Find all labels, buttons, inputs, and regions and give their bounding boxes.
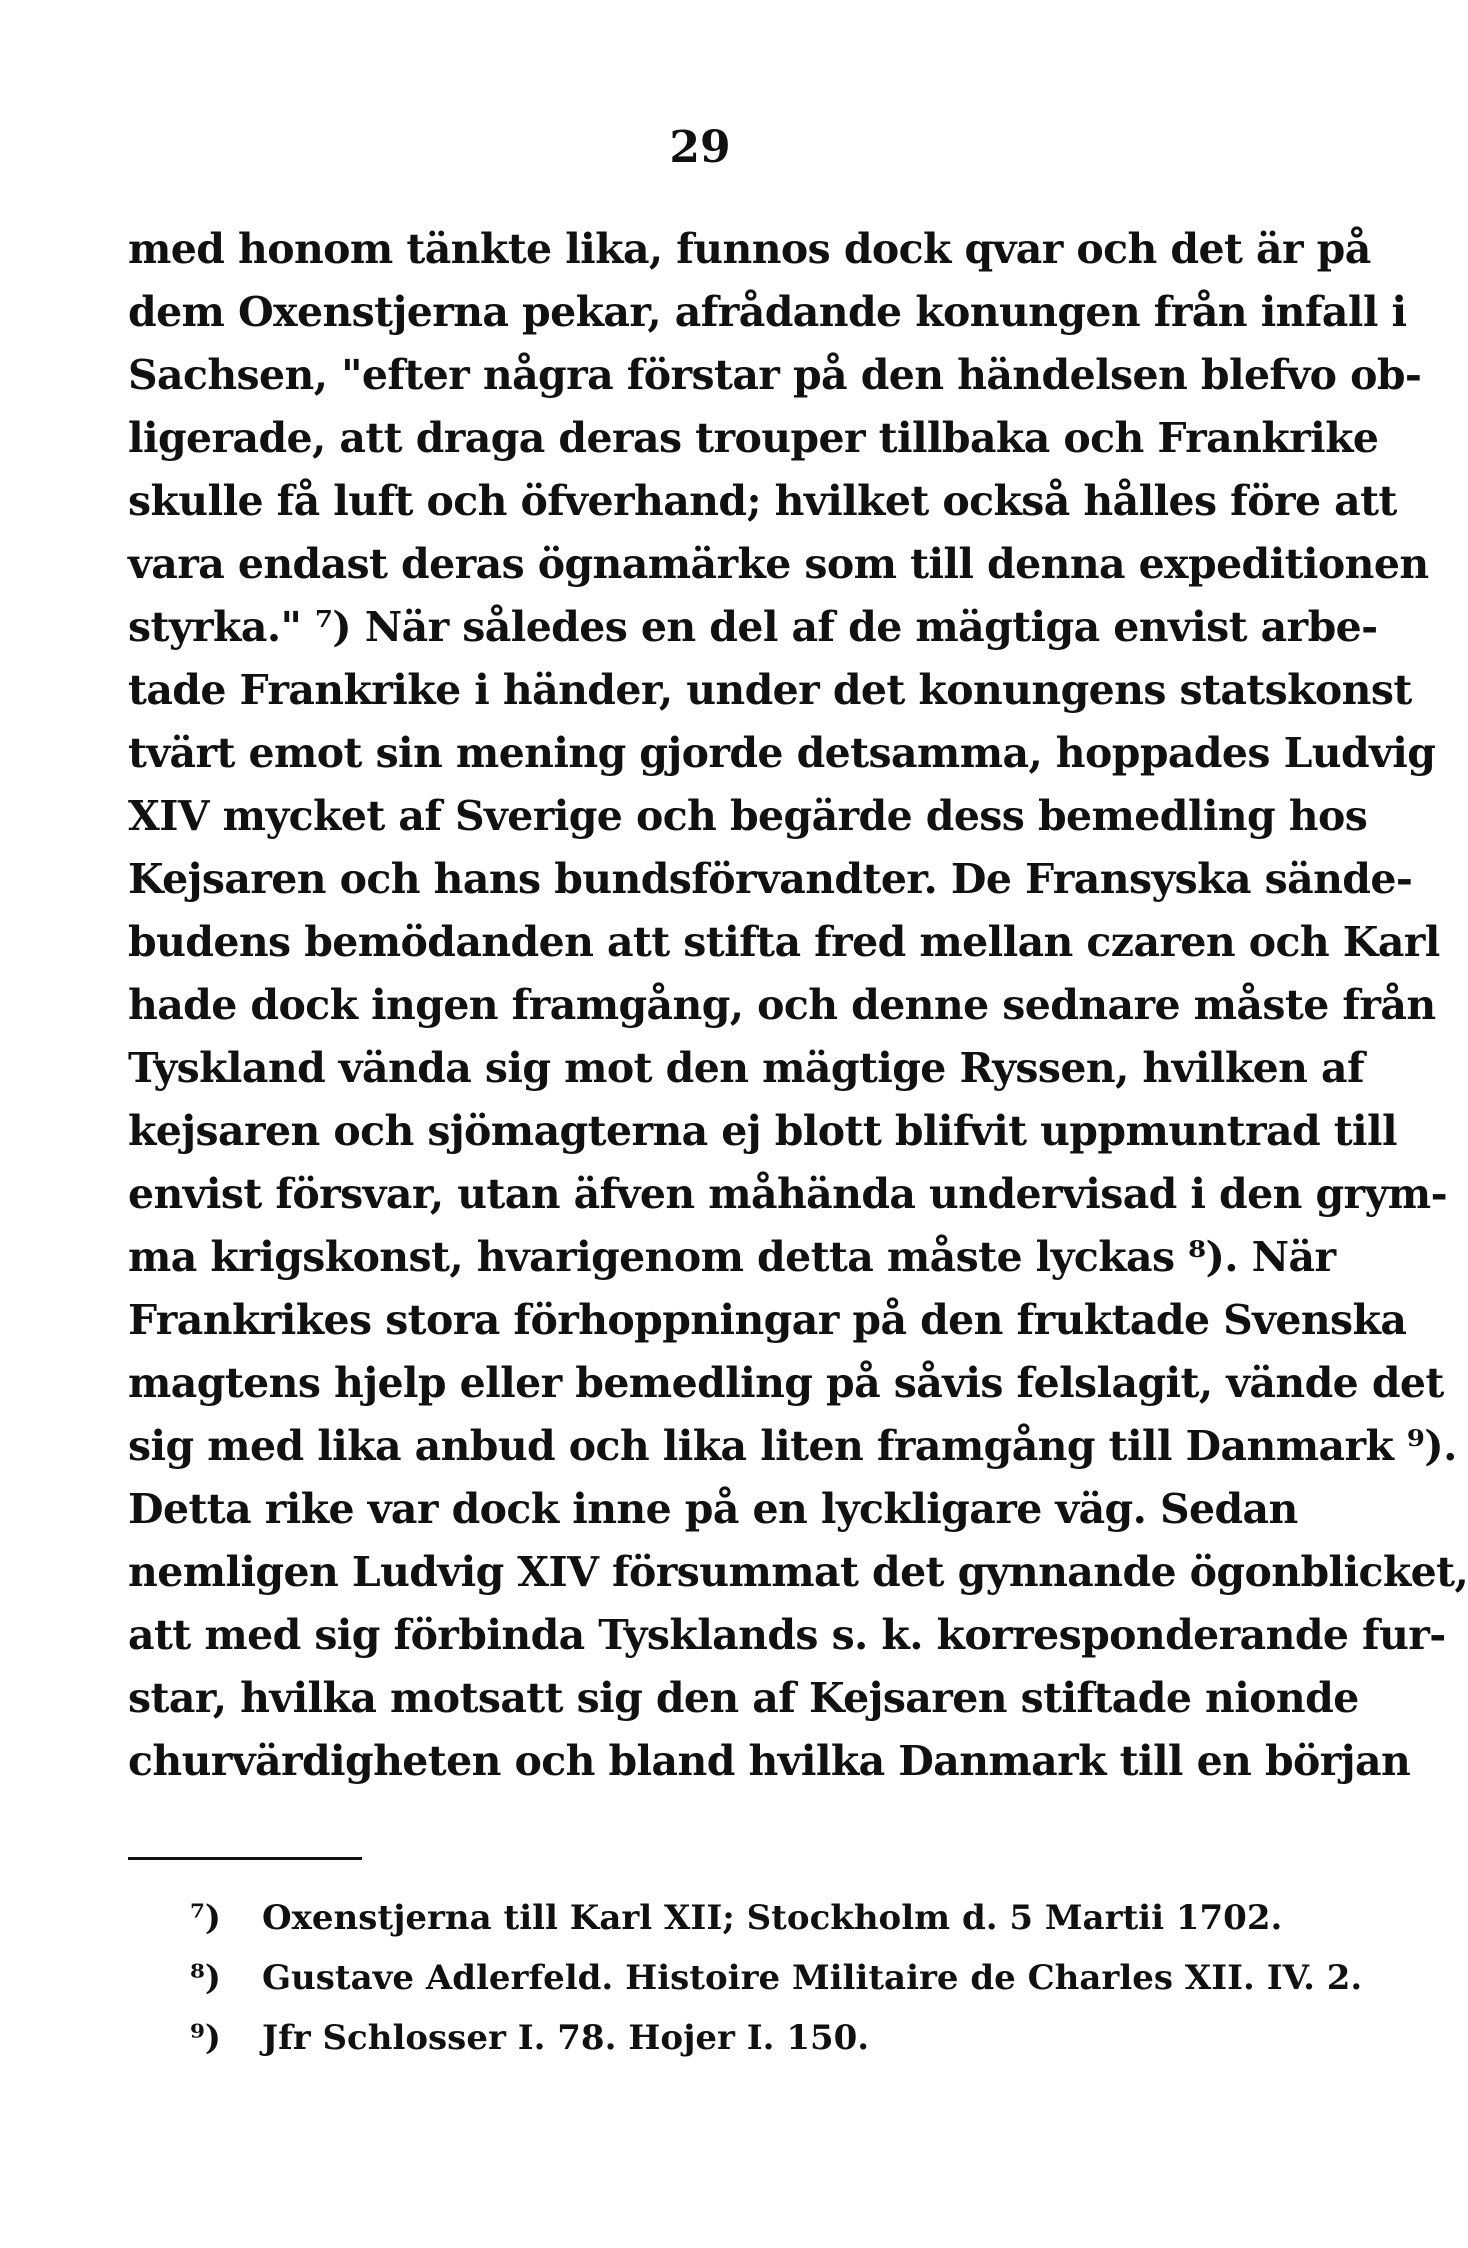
footnote xyxy=(190,1888,1283,1948)
footnote-marker: ⁸) xyxy=(190,1958,221,1998)
text-line: sig med lika anbud och lika liten framgång till Danmark ⁹). xyxy=(128,1422,1457,1470)
footnote xyxy=(190,1948,1363,2008)
text-line: kejsaren och sjömagterna ej blott blifvit uppmuntrad till xyxy=(128,1107,1397,1155)
text-line: hade dock ingen framgång, och denne sednare måste från xyxy=(128,981,1436,1029)
text-line: tade Frankrike i händer, under det konungens statskonst xyxy=(128,666,1412,714)
text-line: Tyskland vända sig mot den mägtige Ryssen, hvilken af xyxy=(128,1044,1364,1092)
text-line: Kejsaren och hans bundsförvandter. De Fransyska sände- xyxy=(128,855,1413,903)
footnotes xyxy=(190,1888,1363,2068)
body-text xyxy=(128,218,1468,1793)
text-line: Sachsen, "efter några förstar på den händelsen blefvo ob- xyxy=(128,351,1422,399)
page-number: 29 xyxy=(669,122,731,173)
footnote-divider xyxy=(128,1857,362,1860)
footnote-text: Oxenstjerna till Karl XII; Stockholm d. 5 Martii 1702. xyxy=(262,1898,1283,1938)
text-line: vara endast deras ögnamärke som till denna expeditionen xyxy=(128,540,1429,588)
text-line: skulle få luft och öfverhand; hvilket också hålles före att xyxy=(128,477,1397,525)
text-line: star, hvilka motsatt sig den af Kejsaren stiftade nionde xyxy=(128,1674,1359,1722)
text-line: med honom tänkte lika, funnos dock qvar och det är på xyxy=(128,225,1371,273)
text-line: magtens hjelp eller bemedling på såvis felslagit, vände det xyxy=(128,1359,1444,1407)
text-line: Frankrikes stora förhoppningar på den fruktade Svenska xyxy=(128,1296,1407,1344)
text-line: tvärt emot sin mening gjorde detsamma, hoppades Ludvig xyxy=(128,729,1436,777)
text-line: nemligen Ludvig XIV försummat det gynnande ögonblicket, xyxy=(128,1548,1468,1596)
footnote-text: Jfr Schlosser I. 78. Hojer I. 150. xyxy=(262,2018,870,2058)
footnote xyxy=(190,2008,1270,2068)
text-line: dem Oxenstjerna pekar, afrådande konungen från infall i xyxy=(128,288,1407,336)
text-line: envist försvar, utan äfven måhända undervisad i den grym- xyxy=(128,1170,1447,1218)
text-line: att med sig förbinda Tysklands s. k. korresponderande fur- xyxy=(128,1611,1446,1659)
text-line: styrka." ⁷) När således en del af de mägtiga envist arbe- xyxy=(128,603,1378,651)
footnote-text: Gustave Adlerfeld. Histoire Militaire de Charles XII. IV. 2. xyxy=(262,1958,1363,1998)
text-line: budens bemödanden att stifta fred mellan czaren och Karl xyxy=(128,918,1440,966)
text-line: ma krigskonst, hvarigenom detta måste lyckas ⁸). När xyxy=(128,1233,1336,1281)
footnote-marker: ⁹) xyxy=(190,2018,221,2058)
text-line: churvärdigheten och bland hvilka Danmark till en början xyxy=(128,1737,1411,1785)
text-line: Detta rike var dock inne på en lyckligare väg. Sedan xyxy=(128,1485,1298,1533)
text-line: XIV mycket af Sverige och begärde dess bemedling hos xyxy=(128,792,1368,840)
footnote-marker: ⁷) xyxy=(190,1898,221,1938)
text-line: ligerade, att draga deras trouper tillbaka och Frankrike xyxy=(128,414,1379,462)
